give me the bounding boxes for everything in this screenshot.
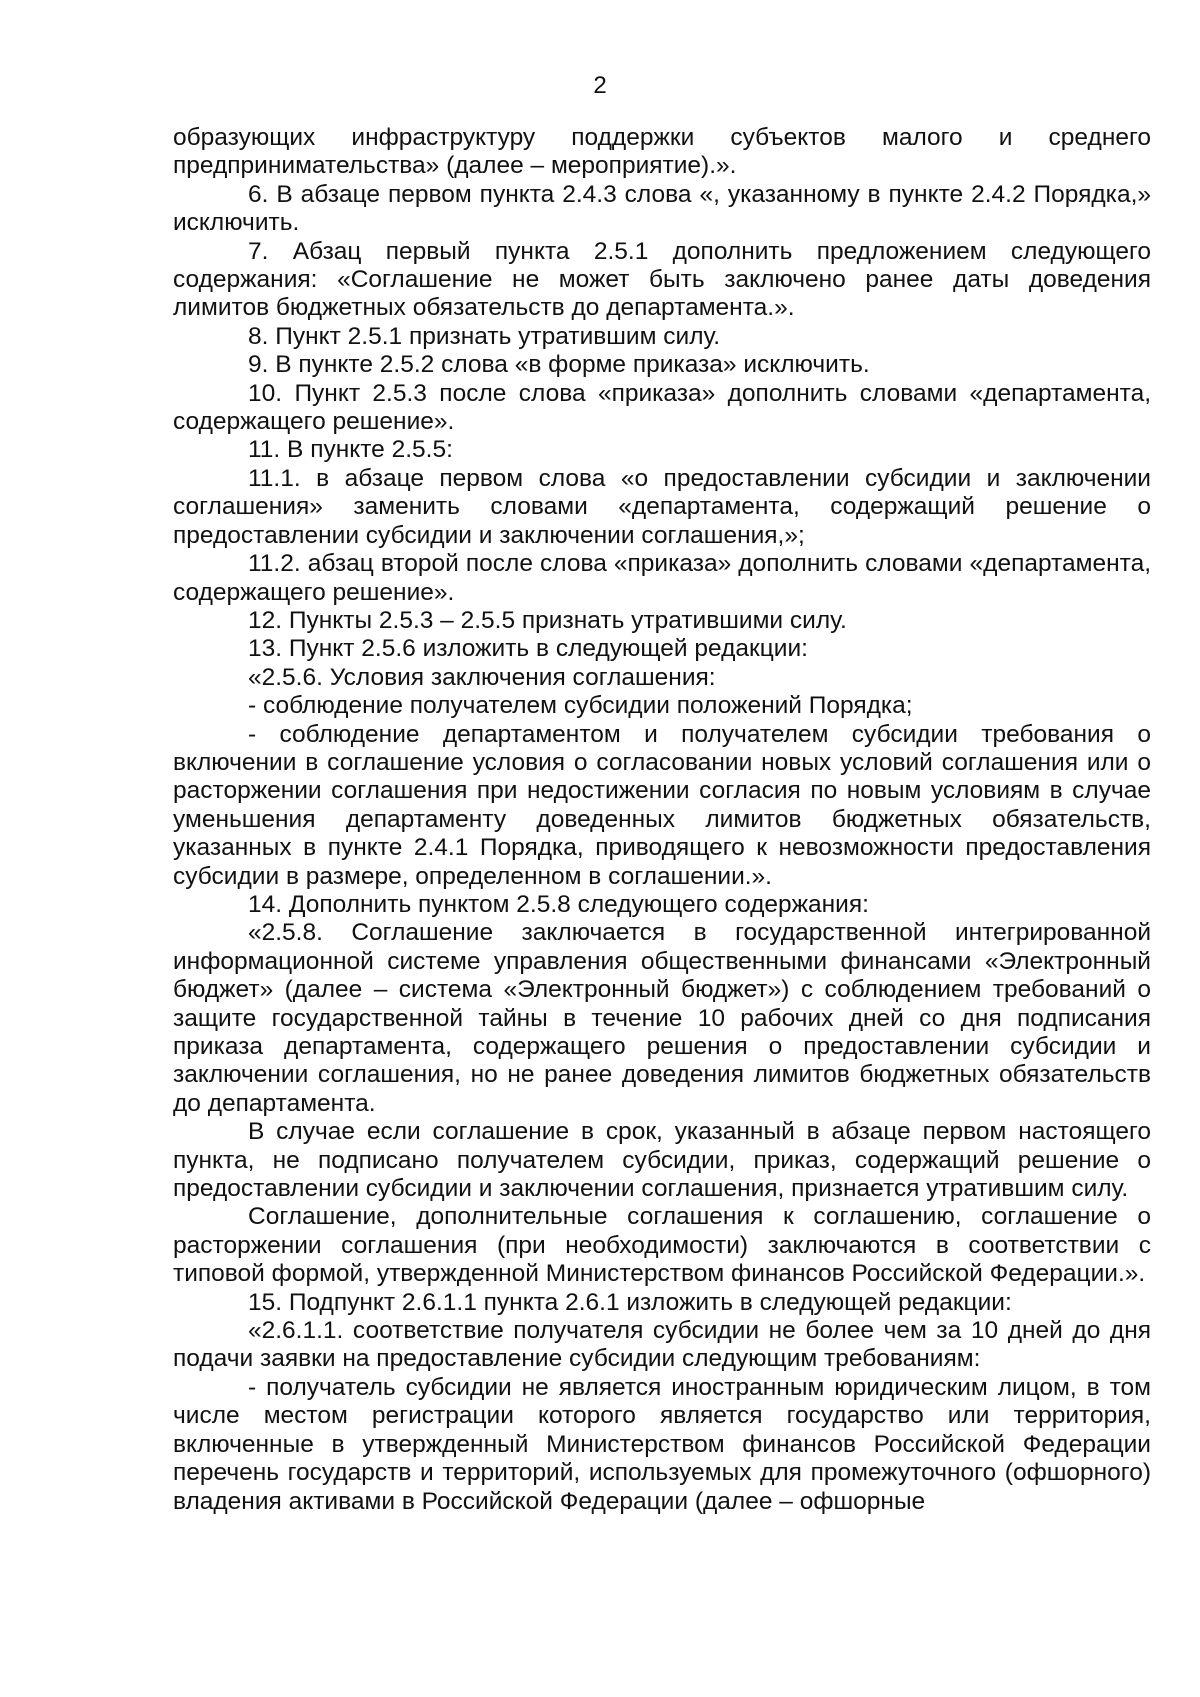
paragraph: 9. В пункте 2.5.2 слова «в форме приказа» исключить. (248, 351, 870, 379)
paragraph: 13. Пункт 2.5.6 изложить в следующей редакции: (248, 635, 808, 663)
paragraph: 10. Пункт 2.5.3 после слова «приказа» дополнить словами «департамента, содержащего решение». (173, 379, 1151, 436)
paragraph: образующих инфраструктуру поддержки субъектов малого и среднего предпринимательства» (далее – мероприятие).». (173, 124, 1151, 180)
paragraph: В случае если соглашение в срок, указанный в абзаце первом настоящего пункта, не подписано получателем субсидии, приказ, содержащий решение о предоставлении субсидии и заключении соглашения, признается утратившим силу. (173, 1118, 1151, 1203)
paragraph: «2.5.8. Соглашение заключается в государственной интегрированной информационной системе управления общественными финансами «Электронный бюджет» (далее – система «Электронный бюджет») с соблюдением требований о защите государственной тайны в течение 10 рабочих дней со дня подписания приказа департамента, содержащего решения о предоставлении субсидии и заключении соглашения, но не ранее доведения лимитов бюджетных обязательств до департамента. (173, 919, 1151, 1117)
page-number: 2 (593, 72, 607, 99)
paragraph: 11. В пункте 2.5.5: (248, 436, 453, 464)
paragraph: 7. Абзац первый пункта 2.5.1 дополнить предложением следующего содержания: «Соглашение не может быть заключено ранее даты доведения лимитов бюджетных обязательств до департамента.». (173, 237, 1151, 322)
paragraph: «2.5.6. Условия заключения соглашения: (248, 663, 716, 691)
paragraph: «2.6.1.1. соответствие получателя субсидии не более чем за 10 дней до дня подачи заявки на предоставление субсидии следующим требованиям: (173, 1317, 1151, 1373)
document-body (173, 124, 1151, 1516)
paragraph: 14. Дополнить пунктом 2.5.8 следующего содержания: (248, 890, 869, 918)
paragraph: - получатель субсидии не является иностранным юридическим лицом, в том числе местом регистрации которого является государство или территория, включенные в утвержденный Министерством финансов Российской Федерации перечень государств и территорий, используемых для промежуточного (офшорного) владения активами в Российской Федерации (далее – офшорные (173, 1373, 1151, 1515)
paragraph: Соглашение, дополнительные соглашения к соглашению, соглашение о расторжении соглашения (при необходимости) заключаются в соответствии с типовой формой, утвержденной Министерством финансов Российской Федерации.». (173, 1203, 1151, 1288)
paragraph: 11.2. абзац второй после слова «приказа» дополнить словами «департамента, содержащего решение». (173, 550, 1151, 606)
paragraph: - соблюдение департаментом и получателем субсидии требования о включении в соглашение условия о согласовании новых условий соглашения или о расторжении соглашения при недостижении согласия по новым условиям в случае уменьшения департаменту доведенных лимитов бюджетных обязательств, указанных в пункте 2.4.1 Порядка, приводящего к невозможности предоставления субсидии в размере, определенном в соглашении.». (173, 720, 1151, 890)
paragraph: 8. Пункт 2.5.1 признать утратившим силу. (248, 322, 721, 350)
paragraph: 12. Пункты 2.5.3 – 2.5.5 признать утратившими силу. (248, 606, 847, 634)
paragraph: 11.1. в абзаце первом слова «о предоставлении субсидии и заключении соглашения» заменить словами «департамента, содержащий решение о предоставлении субсидии и заключении соглашения,»; (173, 464, 1151, 549)
paragraph: 15. Подпункт 2.6.1.1 пункта 2.6.1 изложить в следующей редакции: (248, 1288, 1012, 1316)
paragraph: 6. В абзаце первом пункта 2.4.3 слова «, указанному в пункте 2.4.2 Порядка,» исключить. (173, 180, 1151, 237)
paragraph: - соблюдение получателем субсидии положений Порядка; (248, 692, 913, 720)
